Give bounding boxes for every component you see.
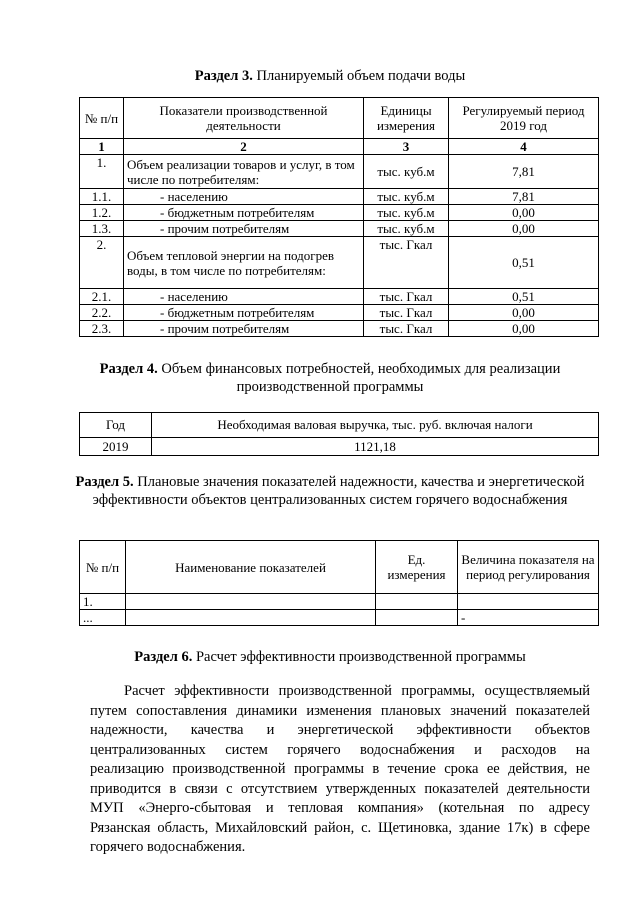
row-num: 2.1. bbox=[80, 289, 124, 305]
row-unit bbox=[376, 594, 458, 610]
row-unit: тыс. куб.м bbox=[364, 221, 449, 237]
paragraph-line: реализацию производственной программы в течение срока ее действия, не bbox=[90, 761, 590, 777]
water-supply-table bbox=[79, 97, 599, 337]
col-header-year: Год bbox=[80, 413, 152, 438]
year-value: 2019 bbox=[80, 438, 152, 456]
row-num: 2.3. bbox=[80, 321, 124, 337]
row-num: ... bbox=[80, 610, 126, 626]
table-row bbox=[80, 189, 599, 205]
section6-title: Расчет эффективности производственной программы bbox=[195, 649, 526, 665]
col-header-indicators: Показатели производственной деятельности bbox=[124, 98, 364, 139]
paragraph-line: приводится в связи с отсутствием утвержденных показателей деятельности bbox=[90, 780, 590, 797]
table-row bbox=[80, 221, 599, 237]
row-name bbox=[126, 594, 376, 610]
table-row bbox=[80, 305, 599, 321]
row-name: Объем реализации товаров и услуг, в том числе по потребителям: bbox=[124, 155, 364, 189]
row-name: - бюджетным потребителям bbox=[124, 305, 364, 321]
row-unit: тыс. куб.м bbox=[364, 205, 449, 221]
row-value: 0,00 bbox=[449, 205, 599, 221]
section4-label: Раздел 4. bbox=[99, 361, 158, 377]
row-unit: тыс. Гкал bbox=[364, 305, 449, 321]
row-unit bbox=[376, 610, 458, 626]
table-row bbox=[80, 155, 599, 189]
col-header-num: № п/п bbox=[80, 98, 124, 139]
section6-heading bbox=[60, 648, 600, 666]
paragraph-line: централизованных систем горячего водоснабжения и расходов на bbox=[90, 741, 590, 758]
col-header-value: Величина показателя на период регулирования bbox=[458, 541, 599, 594]
paragraph-line: горячего водоснабжения. bbox=[90, 839, 246, 855]
row-name: Объем тепловой энергии на подогрев воды, в том числе по потребителям: bbox=[124, 237, 364, 289]
section5-heading bbox=[60, 473, 600, 509]
col-number: 1 bbox=[80, 139, 124, 155]
table-header-row bbox=[80, 98, 599, 139]
row-value bbox=[458, 594, 599, 610]
table-row bbox=[80, 321, 599, 337]
row-num: 2. bbox=[80, 237, 124, 289]
row-unit: тыс. Гкал bbox=[364, 321, 449, 337]
row-name: - прочим потребителям bbox=[124, 321, 364, 337]
row-num: 2.2. bbox=[80, 305, 124, 321]
row-unit: тыс. куб.м bbox=[364, 155, 449, 189]
table-row bbox=[80, 610, 599, 626]
col-number: 4 bbox=[449, 139, 599, 155]
section6-paragraph bbox=[90, 682, 590, 858]
row-name: - населению bbox=[124, 189, 364, 205]
row-num: 1. bbox=[80, 594, 126, 610]
section4-title: Объем финансовых потребностей, необходимых для реализации производственной программы bbox=[161, 361, 561, 395]
col-header-name: Наименование показателей bbox=[126, 541, 376, 594]
section3-title: Планируемый объем подачи воды bbox=[256, 68, 466, 84]
section5-title: Плановые значения показателей надежности, качества и энергетической эффективности объектов централизованных систем горячего водоснабжения bbox=[92, 474, 585, 508]
table-row bbox=[80, 237, 599, 289]
row-num: 1.3. bbox=[80, 221, 124, 237]
row-value: 7,81 bbox=[449, 189, 599, 205]
row-num: 1. bbox=[80, 155, 124, 189]
row-unit: тыс. куб.м bbox=[364, 189, 449, 205]
row-value: 0,00 bbox=[449, 221, 599, 237]
row-name bbox=[126, 610, 376, 626]
table-row bbox=[80, 594, 599, 610]
col-header-unit: Ед. измерения bbox=[376, 541, 458, 594]
col-header-num: № п/п bbox=[80, 541, 126, 594]
row-value: 0,00 bbox=[449, 321, 599, 337]
col-header-revenue: Необходимая валовая выручка, тыс. руб. включая налоги bbox=[152, 413, 599, 438]
column-number-row bbox=[80, 139, 599, 155]
col-header-period: Регулируемый период 2019 год bbox=[449, 98, 599, 139]
row-value: 0,00 bbox=[449, 305, 599, 321]
row-unit: тыс. Гкал bbox=[364, 237, 449, 289]
col-number: 2 bbox=[124, 139, 364, 155]
table-row bbox=[80, 205, 599, 221]
section6-label: Раздел 6. bbox=[134, 649, 193, 665]
col-number: 3 bbox=[364, 139, 449, 155]
table-header-row bbox=[80, 541, 599, 594]
row-value: 0,51 bbox=[449, 237, 599, 289]
row-name: - прочим потребителям bbox=[124, 221, 364, 237]
revenue-value: 1121,18 bbox=[152, 438, 599, 456]
row-value: 7,81 bbox=[449, 155, 599, 189]
row-name: - бюджетным потребителям bbox=[124, 205, 364, 221]
paragraph-line: Расчет эффективности производственной программы, осуществляемый bbox=[124, 683, 590, 699]
indicators-table bbox=[79, 540, 599, 626]
col-header-unit: Единицы измерения bbox=[364, 98, 449, 139]
paragraph-line: Рязанская область, Михайловский район, с. Щетиновка, здание 17к) в сфере bbox=[90, 819, 590, 836]
section5-label: Раздел 5. bbox=[75, 474, 134, 490]
row-unit: тыс. Гкал bbox=[364, 289, 449, 305]
table-row bbox=[80, 438, 599, 456]
row-value: 0,51 bbox=[449, 289, 599, 305]
row-num: 1.1. bbox=[80, 189, 124, 205]
row-value: - bbox=[458, 610, 599, 626]
row-num: 1.2. bbox=[80, 205, 124, 221]
finance-table bbox=[79, 412, 599, 456]
table-row bbox=[80, 289, 599, 305]
table-header-row bbox=[80, 413, 599, 438]
section3-heading bbox=[60, 67, 600, 85]
paragraph-line: путем сопоставления динамики изменения плановых значений показателей bbox=[90, 702, 590, 719]
paragraph-line: надежности, качества и энергетической эффективности объектов bbox=[90, 722, 590, 738]
row-name: - населению bbox=[124, 289, 364, 305]
section3-label: Раздел 3. bbox=[194, 68, 253, 84]
section4-heading bbox=[60, 360, 600, 396]
paragraph-line: МУП «Энерго-сбытовая и тепловая компания» (котельная по адресу bbox=[90, 800, 590, 816]
